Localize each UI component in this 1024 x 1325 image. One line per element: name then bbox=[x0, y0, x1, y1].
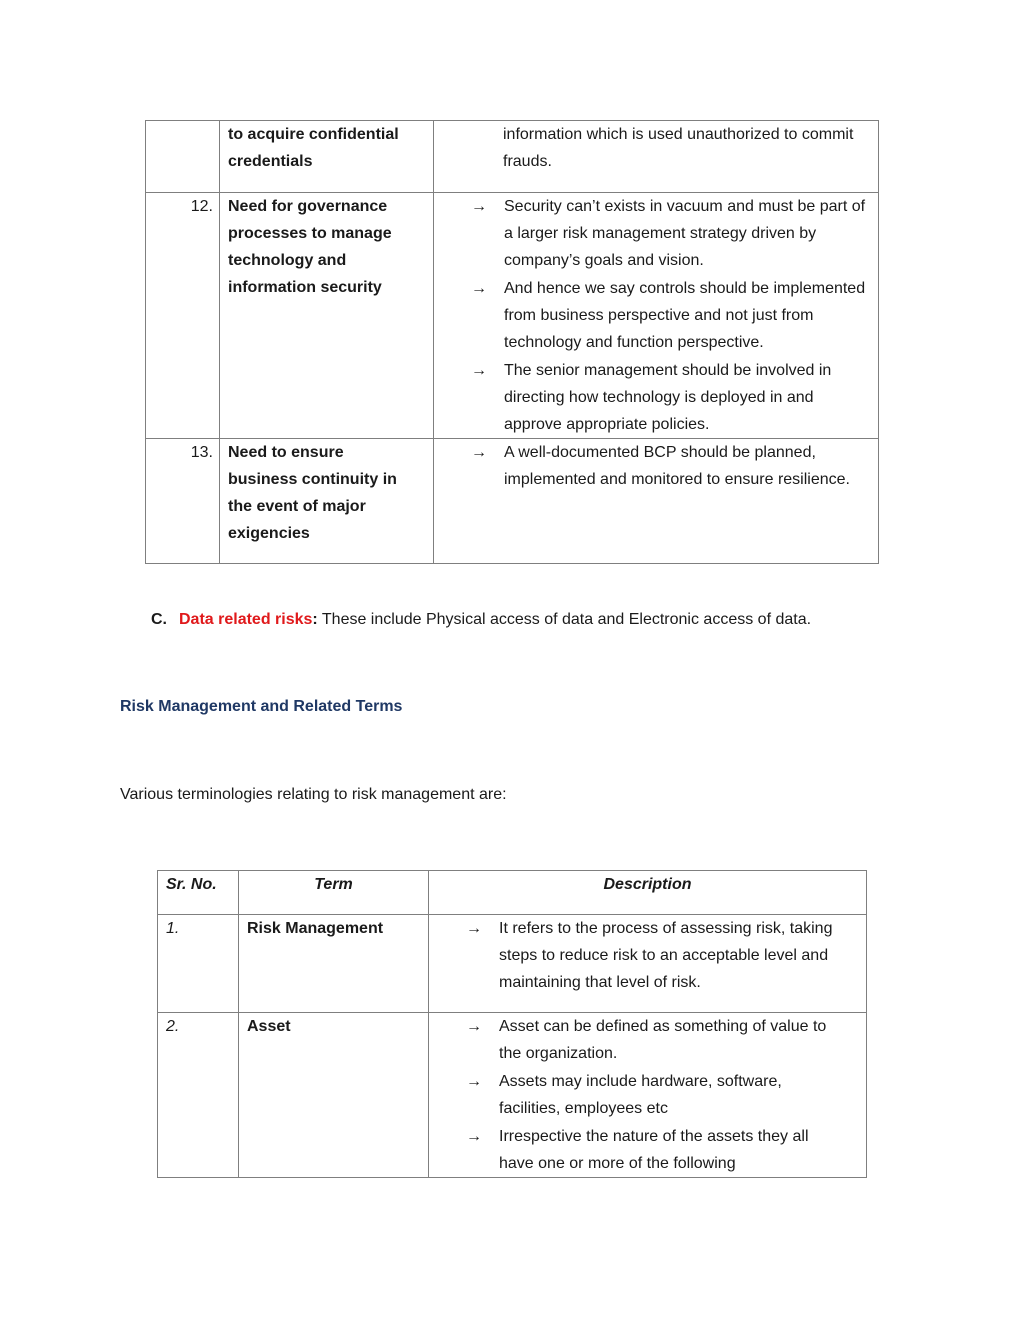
risk-table-continued bbox=[145, 120, 879, 564]
bullet-item bbox=[434, 357, 878, 438]
description-line: Security can’t exists in vacuum and must be part of bbox=[504, 198, 866, 215]
table-row bbox=[158, 1013, 867, 1178]
term-line: credentials bbox=[228, 153, 313, 170]
risk-description bbox=[434, 193, 879, 439]
arrow-icon: → bbox=[466, 1073, 482, 1090]
row-number-text: 12. bbox=[190, 198, 213, 215]
colon: : bbox=[312, 611, 318, 628]
bullet-item bbox=[434, 439, 878, 493]
table-header-row bbox=[158, 871, 867, 915]
table-row bbox=[146, 439, 879, 564]
section-label: C. bbox=[151, 611, 167, 628]
description-line: have one or more of the following bbox=[499, 1155, 736, 1172]
description-line: directing how technology is deployed in and bbox=[504, 389, 814, 406]
paragraph-text: These include Physical access of data and Electronic access of data. bbox=[317, 611, 812, 628]
term-line: business continuity in bbox=[228, 471, 397, 488]
term-line: to acquire confidential bbox=[228, 126, 399, 143]
arrow-icon: → bbox=[471, 444, 487, 461]
arrow-icon: → bbox=[466, 1018, 482, 1035]
description-line: It refers to the process of assessing risk, taking bbox=[499, 920, 833, 937]
risk-description bbox=[434, 439, 879, 564]
bullet-item bbox=[429, 1123, 866, 1177]
description-line: the organization. bbox=[499, 1045, 618, 1062]
description-line: Irrespective the nature of the assets they all bbox=[499, 1128, 809, 1145]
arrow-icon: → bbox=[466, 1128, 482, 1145]
bullet-item bbox=[434, 275, 878, 356]
risk-term bbox=[220, 193, 434, 439]
bullet-list bbox=[429, 915, 866, 996]
arrow-icon: → bbox=[471, 362, 487, 379]
description-line: The senior management should be involved in bbox=[504, 362, 832, 379]
description-line: Asset can be defined as something of value to bbox=[499, 1018, 827, 1035]
description-line: information which is used unauthorized to commit bbox=[503, 126, 854, 143]
term-line: technology and bbox=[228, 252, 347, 269]
term-line: exigencies bbox=[228, 525, 310, 542]
description-line: technology and function perspective. bbox=[504, 334, 764, 351]
row-number: 13. bbox=[146, 439, 220, 564]
arrow-icon: → bbox=[466, 920, 482, 937]
term-line: Need to ensure bbox=[228, 444, 344, 461]
table-row bbox=[158, 915, 867, 1013]
term-line: processes to manage bbox=[228, 225, 392, 242]
term-cell: Risk Management bbox=[239, 915, 429, 1013]
description-line: a larger risk management strategy driven by bbox=[504, 225, 817, 242]
table-row bbox=[146, 121, 879, 193]
arrow-icon: → bbox=[471, 198, 487, 215]
data-related-risks-paragraph bbox=[151, 606, 811, 633]
description-line: Assets may include hardware, software, bbox=[499, 1073, 782, 1090]
term-line: information security bbox=[228, 279, 382, 296]
section-heading: Risk Management and Related Terms bbox=[120, 698, 403, 715]
description-line: from business perspective and not just from bbox=[504, 307, 814, 324]
description-line: A well-documented BCP should be planned, bbox=[504, 444, 816, 461]
header-sr-no: Sr. No. bbox=[158, 871, 239, 915]
row-number: 1. bbox=[158, 915, 239, 1013]
table-row bbox=[146, 193, 879, 439]
description-line: maintaining that level of risk. bbox=[499, 974, 701, 991]
intro-paragraph: Various terminologies relating to risk management are: bbox=[120, 786, 507, 803]
term-line: Need for governance bbox=[228, 198, 388, 215]
arrow-icon: → bbox=[471, 280, 487, 297]
description-cell bbox=[429, 1013, 867, 1178]
description-line: frauds. bbox=[503, 153, 552, 170]
bullet-list bbox=[429, 1013, 866, 1177]
bullet-list bbox=[434, 193, 878, 438]
bullet-item bbox=[429, 915, 866, 996]
bullet-list bbox=[434, 439, 878, 493]
term-line: the event of major bbox=[228, 498, 366, 515]
description-line: steps to reduce risk to an acceptable level and bbox=[499, 947, 829, 964]
bullet-item bbox=[429, 1068, 866, 1122]
description-line: approve appropriate policies. bbox=[504, 416, 710, 433]
description-line: company’s goals and vision. bbox=[504, 252, 704, 269]
row-number: 2. bbox=[158, 1013, 239, 1178]
header-description: Description bbox=[429, 871, 867, 915]
risk-terms-table bbox=[157, 870, 867, 1178]
bullet-item bbox=[434, 193, 878, 274]
header-term: Term bbox=[239, 871, 429, 915]
row-number bbox=[146, 193, 220, 439]
row-number bbox=[146, 121, 220, 193]
risk-description bbox=[434, 121, 879, 193]
bullet-item bbox=[429, 1013, 866, 1067]
term-cell: Asset bbox=[239, 1013, 429, 1178]
description-cell bbox=[429, 915, 867, 1013]
highlighted-term: Data related risks bbox=[179, 611, 313, 628]
description-line: implemented and monitored to ensure resilience. bbox=[504, 471, 850, 488]
description-line: facilities, employees etc bbox=[499, 1100, 668, 1117]
risk-term bbox=[220, 121, 434, 193]
risk-term bbox=[220, 439, 434, 564]
description-line: And hence we say controls should be implemented bbox=[504, 280, 866, 297]
